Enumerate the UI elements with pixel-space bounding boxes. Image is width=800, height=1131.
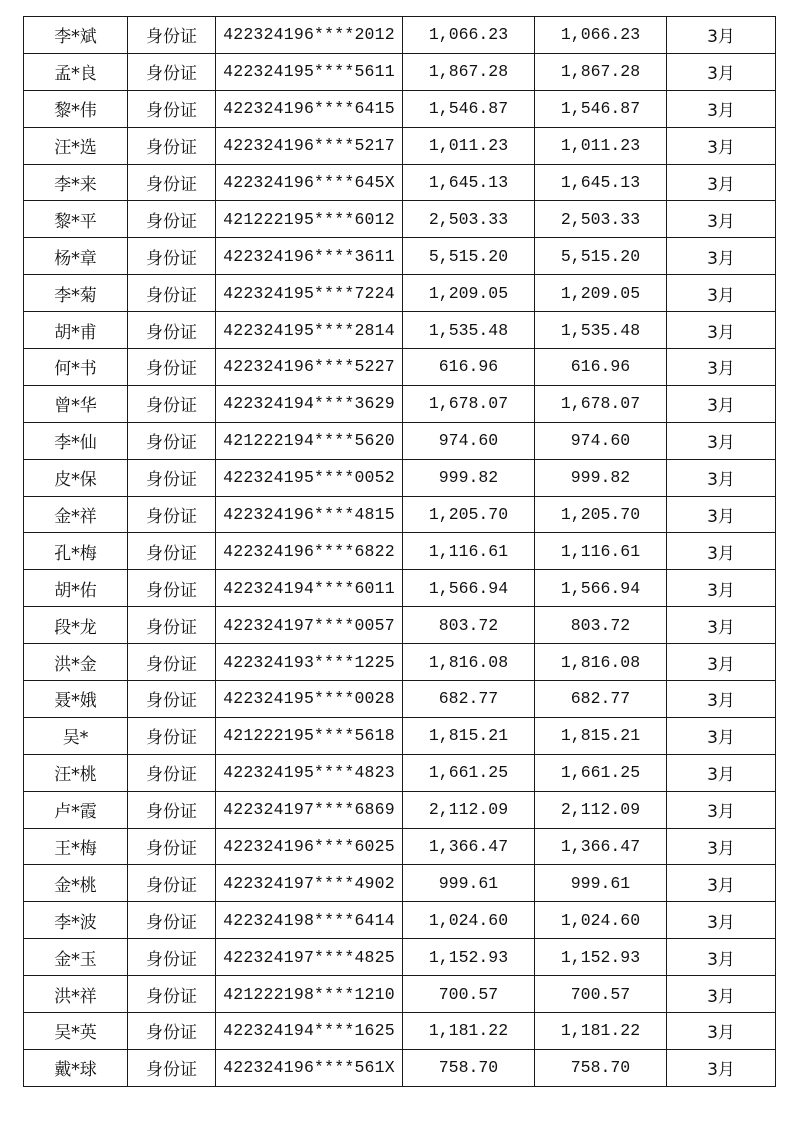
name-cell: 吴*英 (24, 1013, 128, 1050)
id-number-cell: 422324197****6869 (216, 791, 403, 828)
name-cell: 戴*球 (24, 1049, 128, 1086)
table-row (24, 865, 776, 902)
id-type-cell: 身份证 (128, 644, 216, 681)
month-cell: 3月 (667, 201, 776, 238)
id-number-cell: 422324195****4823 (216, 754, 403, 791)
id-type-cell: 身份证 (128, 17, 216, 54)
id-type-cell: 身份证 (128, 976, 216, 1013)
id-type-cell: 身份证 (128, 754, 216, 791)
month-cell: 3月 (667, 644, 776, 681)
table-row (24, 681, 776, 718)
records-table-body (24, 17, 776, 1087)
amount-cell: 616.96 (535, 349, 667, 386)
id-type-cell: 身份证 (128, 312, 216, 349)
table-row (24, 459, 776, 496)
amount-cell: 1,024.60 (535, 902, 667, 939)
table-row (24, 939, 776, 976)
amount-cell: 1,011.23 (403, 127, 535, 164)
amount-cell: 974.60 (403, 422, 535, 459)
id-type-cell: 身份证 (128, 422, 216, 459)
amount-cell: 1,181.22 (535, 1013, 667, 1050)
table-row (24, 164, 776, 201)
month-cell: 3月 (667, 533, 776, 570)
amount-cell: 1,816.08 (403, 644, 535, 681)
month-cell: 3月 (667, 570, 776, 607)
id-number-cell: 422324196****2012 (216, 17, 403, 54)
month-cell: 3月 (667, 976, 776, 1013)
month-cell: 3月 (667, 828, 776, 865)
table-row (24, 496, 776, 533)
amount-cell: 1,366.47 (403, 828, 535, 865)
amount-cell: 974.60 (535, 422, 667, 459)
name-cell: 孟*良 (24, 53, 128, 90)
name-cell: 胡*佑 (24, 570, 128, 607)
name-cell: 胡*甫 (24, 312, 128, 349)
id-number-cell: 422324195****0052 (216, 459, 403, 496)
amount-cell: 1,152.93 (535, 939, 667, 976)
month-cell: 3月 (667, 1013, 776, 1050)
id-type-cell: 身份证 (128, 828, 216, 865)
name-cell: 李*菊 (24, 275, 128, 312)
id-number-cell: 422324194****1625 (216, 1013, 403, 1050)
table-row (24, 570, 776, 607)
amount-cell: 999.82 (535, 459, 667, 496)
id-type-cell: 身份证 (128, 1049, 216, 1086)
name-cell: 李*来 (24, 164, 128, 201)
table-row (24, 902, 776, 939)
amount-cell: 5,515.20 (535, 238, 667, 275)
id-number-cell: 422324197****0057 (216, 607, 403, 644)
amount-cell: 1,815.21 (535, 717, 667, 754)
id-number-cell: 422324198****6414 (216, 902, 403, 939)
name-cell: 皮*保 (24, 459, 128, 496)
id-number-cell: 422324196****6415 (216, 90, 403, 127)
id-type-cell: 身份证 (128, 717, 216, 754)
amount-cell: 758.70 (535, 1049, 667, 1086)
name-cell: 汪*桃 (24, 754, 128, 791)
amount-cell: 1,546.87 (535, 90, 667, 127)
amount-cell: 682.77 (403, 681, 535, 718)
id-type-cell: 身份证 (128, 570, 216, 607)
id-number-cell: 422324193****1225 (216, 644, 403, 681)
id-number-cell: 422324194****6011 (216, 570, 403, 607)
table-row (24, 349, 776, 386)
name-cell: 金*玉 (24, 939, 128, 976)
id-type-cell: 身份证 (128, 1013, 216, 1050)
amount-cell: 1,116.61 (403, 533, 535, 570)
amount-cell: 1,546.87 (403, 90, 535, 127)
table-row (24, 754, 776, 791)
table-row (24, 828, 776, 865)
name-cell: 何*书 (24, 349, 128, 386)
id-number-cell: 422324194****3629 (216, 385, 403, 422)
amount-cell: 700.57 (403, 976, 535, 1013)
table-row (24, 90, 776, 127)
table-row (24, 533, 776, 570)
month-cell: 3月 (667, 496, 776, 533)
amount-cell: 1,661.25 (403, 754, 535, 791)
amount-cell: 999.61 (403, 865, 535, 902)
month-cell: 3月 (667, 681, 776, 718)
id-number-cell: 422324196****645X (216, 164, 403, 201)
records-table (23, 16, 776, 1087)
id-type-cell: 身份证 (128, 238, 216, 275)
amount-cell: 1,661.25 (535, 754, 667, 791)
month-cell: 3月 (667, 238, 776, 275)
table-row (24, 385, 776, 422)
id-type-cell: 身份证 (128, 127, 216, 164)
id-type-cell: 身份证 (128, 53, 216, 90)
amount-cell: 1,066.23 (535, 17, 667, 54)
amount-cell: 1,566.94 (403, 570, 535, 607)
amount-cell: 803.72 (535, 607, 667, 644)
id-type-cell: 身份证 (128, 164, 216, 201)
amount-cell: 5,515.20 (403, 238, 535, 275)
table-row (24, 422, 776, 459)
table-row (24, 607, 776, 644)
month-cell: 3月 (667, 754, 776, 791)
amount-cell: 616.96 (403, 349, 535, 386)
name-cell: 聂*娥 (24, 681, 128, 718)
name-cell: 王*梅 (24, 828, 128, 865)
name-cell: 杨*章 (24, 238, 128, 275)
table-row (24, 976, 776, 1013)
id-type-cell: 身份证 (128, 201, 216, 238)
id-type-cell: 身份证 (128, 496, 216, 533)
id-type-cell: 身份证 (128, 533, 216, 570)
name-cell: 李*仙 (24, 422, 128, 459)
amount-cell: 1,645.13 (403, 164, 535, 201)
amount-cell: 1,867.28 (535, 53, 667, 90)
table-row (24, 717, 776, 754)
id-number-cell: 421222195****5618 (216, 717, 403, 754)
name-cell: 曾*华 (24, 385, 128, 422)
id-type-cell: 身份证 (128, 939, 216, 976)
month-cell: 3月 (667, 459, 776, 496)
id-number-cell: 422324197****4825 (216, 939, 403, 976)
name-cell: 李*斌 (24, 17, 128, 54)
name-cell: 洪*祥 (24, 976, 128, 1013)
amount-cell: 1,535.48 (403, 312, 535, 349)
id-number-cell: 422324195****0028 (216, 681, 403, 718)
name-cell: 汪*选 (24, 127, 128, 164)
amount-cell: 1,535.48 (535, 312, 667, 349)
table-row (24, 1049, 776, 1086)
amount-cell: 2,112.09 (535, 791, 667, 828)
amount-cell: 2,503.33 (535, 201, 667, 238)
name-cell: 卢*霞 (24, 791, 128, 828)
id-type-cell: 身份证 (128, 90, 216, 127)
name-cell: 金*祥 (24, 496, 128, 533)
month-cell: 3月 (667, 607, 776, 644)
id-number-cell: 422324195****7224 (216, 275, 403, 312)
month-cell: 3月 (667, 717, 776, 754)
month-cell: 3月 (667, 865, 776, 902)
id-number-cell: 422324196****6822 (216, 533, 403, 570)
amount-cell: 2,112.09 (403, 791, 535, 828)
amount-cell: 2,503.33 (403, 201, 535, 238)
month-cell: 3月 (667, 422, 776, 459)
id-number-cell: 422324195****2814 (216, 312, 403, 349)
id-type-cell: 身份证 (128, 791, 216, 828)
table-row (24, 238, 776, 275)
amount-cell: 1,867.28 (403, 53, 535, 90)
table-row (24, 1013, 776, 1050)
amount-cell: 999.82 (403, 459, 535, 496)
month-cell: 3月 (667, 90, 776, 127)
id-number-cell: 422324196****4815 (216, 496, 403, 533)
id-type-cell: 身份证 (128, 902, 216, 939)
name-cell: 洪*金 (24, 644, 128, 681)
table-row (24, 127, 776, 164)
amount-cell: 1,566.94 (535, 570, 667, 607)
amount-cell: 803.72 (403, 607, 535, 644)
month-cell: 3月 (667, 164, 776, 201)
month-cell: 3月 (667, 17, 776, 54)
amount-cell: 1,181.22 (403, 1013, 535, 1050)
id-type-cell: 身份证 (128, 865, 216, 902)
amount-cell: 1,209.05 (403, 275, 535, 312)
table-row (24, 201, 776, 238)
amount-cell: 700.57 (535, 976, 667, 1013)
id-number-cell: 422324197****4902 (216, 865, 403, 902)
amount-cell: 1,205.70 (403, 496, 535, 533)
month-cell: 3月 (667, 902, 776, 939)
amount-cell: 1,152.93 (403, 939, 535, 976)
month-cell: 3月 (667, 127, 776, 164)
month-cell: 3月 (667, 53, 776, 90)
name-cell: 吴* (24, 717, 128, 754)
month-cell: 3月 (667, 275, 776, 312)
amount-cell: 1,066.23 (403, 17, 535, 54)
amount-cell: 1,816.08 (535, 644, 667, 681)
table-row (24, 53, 776, 90)
name-cell: 段*龙 (24, 607, 128, 644)
amount-cell: 1,209.05 (535, 275, 667, 312)
id-number-cell: 422324196****5217 (216, 127, 403, 164)
table-row (24, 312, 776, 349)
id-number-cell: 421222198****1210 (216, 976, 403, 1013)
amount-cell: 1,645.13 (535, 164, 667, 201)
amount-cell: 682.77 (535, 681, 667, 718)
amount-cell: 1,678.07 (535, 385, 667, 422)
id-number-cell: 422324196****3611 (216, 238, 403, 275)
id-type-cell: 身份证 (128, 275, 216, 312)
month-cell: 3月 (667, 349, 776, 386)
table-row (24, 17, 776, 54)
amount-cell: 1,366.47 (535, 828, 667, 865)
id-type-cell: 身份证 (128, 681, 216, 718)
id-type-cell: 身份证 (128, 459, 216, 496)
month-cell: 3月 (667, 791, 776, 828)
name-cell: 李*波 (24, 902, 128, 939)
name-cell: 金*桃 (24, 865, 128, 902)
id-number-cell: 422324196****6025 (216, 828, 403, 865)
amount-cell: 999.61 (535, 865, 667, 902)
name-cell: 黎*平 (24, 201, 128, 238)
id-type-cell: 身份证 (128, 607, 216, 644)
id-number-cell: 421222195****6012 (216, 201, 403, 238)
amount-cell: 1,815.21 (403, 717, 535, 754)
id-number-cell: 422324196****561X (216, 1049, 403, 1086)
month-cell: 3月 (667, 312, 776, 349)
month-cell: 3月 (667, 1049, 776, 1086)
amount-cell: 1,678.07 (403, 385, 535, 422)
name-cell: 孔*梅 (24, 533, 128, 570)
name-cell: 黎*伟 (24, 90, 128, 127)
month-cell: 3月 (667, 939, 776, 976)
amount-cell: 1,011.23 (535, 127, 667, 164)
id-number-cell: 422324196****5227 (216, 349, 403, 386)
id-number-cell: 421222194****5620 (216, 422, 403, 459)
table-row (24, 791, 776, 828)
amount-cell: 1,205.70 (535, 496, 667, 533)
table-row (24, 644, 776, 681)
id-type-cell: 身份证 (128, 349, 216, 386)
id-type-cell: 身份证 (128, 385, 216, 422)
amount-cell: 1,116.61 (535, 533, 667, 570)
month-cell: 3月 (667, 385, 776, 422)
id-number-cell: 422324195****5611 (216, 53, 403, 90)
table-row (24, 275, 776, 312)
amount-cell: 1,024.60 (403, 902, 535, 939)
amount-cell: 758.70 (403, 1049, 535, 1086)
